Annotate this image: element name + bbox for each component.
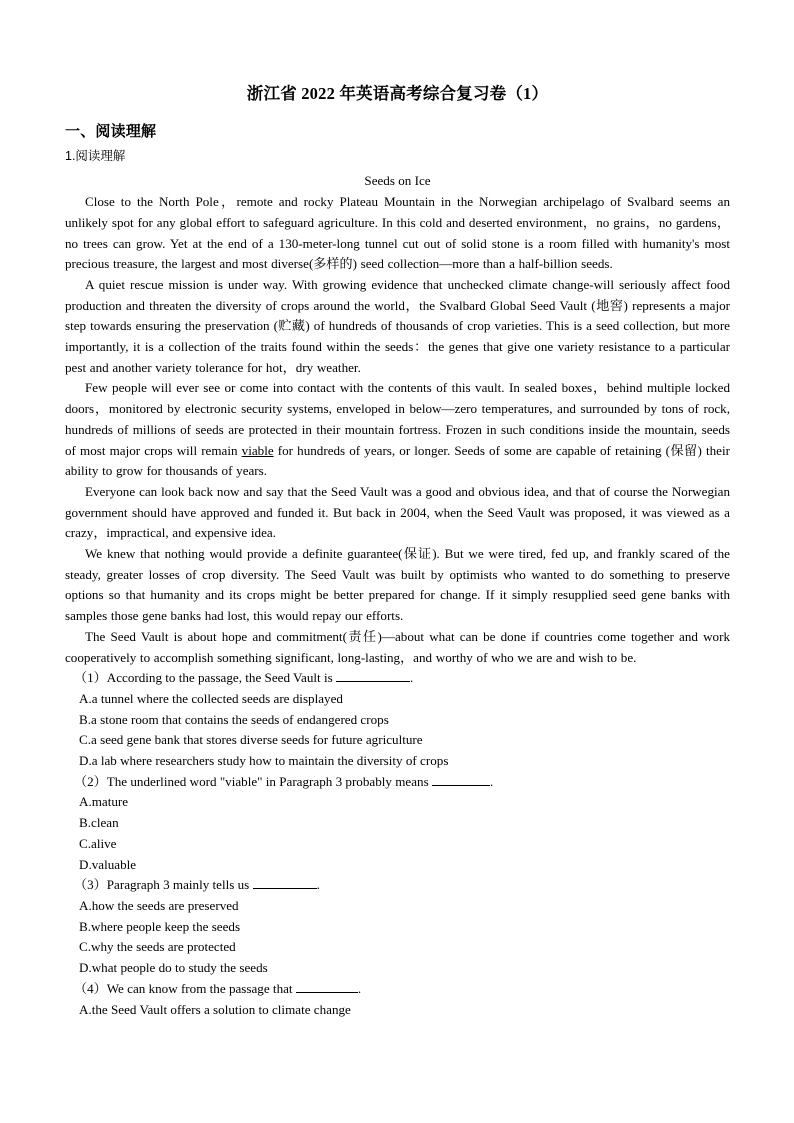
question-1-stem-text: （1）According to the passage, the Seed Vault is <box>74 670 336 686</box>
questions-list <box>65 668 730 1020</box>
question-4-stem <box>65 979 730 1000</box>
question-3-stem-text: （3）Paragraph 3 mainly tells us <box>74 877 253 893</box>
question-1-stem-period: . <box>409 670 414 686</box>
passage-paragraph-1: Close to the North Pole，remote and rocky Plateau Mountain in the Norwegian archipelago of Svalbard seems an unlikely spot for any global effort to safeguard agriculture. In this cold and deserted environment，no grains，no gardens，no trees can grow. Yet at the end of a 130-meter-long tunnel cut out of solid stone is a room filled with humanity's most precious treasure, the largest and most diverse(多样的) seed collection—more than a half-billion seeds. <box>65 194 730 272</box>
question-1-option-d[interactable]: D.a lab where researchers study how to maintain the diversity of crops <box>79 753 449 769</box>
question-3-option-a[interactable]: A.how the seeds are preserved <box>79 898 239 913</box>
question-2-answer-blank[interactable] <box>432 785 490 786</box>
page-title: 浙江省 2022 年英语高考综合复习卷（1） <box>246 84 549 103</box>
question-3-stem-period: . <box>316 877 320 893</box>
passage-paragraph-3 <box>65 378 730 482</box>
passage-paragraph-3-head: Few people will ever see or come into contact with the contents of this vault. In sealed boxes，behind multiple locked doors，monitored by electronic security systems, enveloped in below—zero temperatures, and surrounded by tons of rock, hundreds of millions of seeds are protected in their mountain fortress. Frozen in such conditions inside the mountain, seeds of most major crops will remain <box>65 380 730 458</box>
question-1-option-c[interactable]: C.a seed gene bank that stores diverse seeds for future agriculture <box>79 732 423 748</box>
question-2-option-d[interactable]: D.valuable <box>79 856 137 872</box>
underlined-word-viable: viable <box>241 442 274 458</box>
question-3-stem <box>65 875 730 896</box>
document-content <box>65 0 730 1020</box>
passage-title: Seeds on Ice <box>364 173 431 189</box>
reading-passage <box>65 171 730 668</box>
question-2-stem-period: . <box>489 773 494 789</box>
question-2-option-c[interactable]: C.alive <box>79 835 117 851</box>
question-2-option-b[interactable]: B.clean <box>79 815 119 831</box>
passage-paragraph-2: A quiet rescue mission is under way. With growing evidence that unchecked climate change-will seriously affect food production and threaten the diversity of crops around the world，the Svalbard Global Seed Vault (地窖) represents a major step towards ensuring the preservation (贮藏) of hundreds of thousands of crop varieties. This is a seed collection, but more importantly, it is a collection of the traits found within the seeds：the genes that give one variety resistance to a particular pest and another variety tolerance for hot，dry weather. <box>65 276 730 375</box>
question-4-option-a[interactable]: A.the Seed Vault offers a solution to climate change <box>79 1001 351 1017</box>
question-1-stem <box>65 668 730 689</box>
passage-paragraph-4: Everyone can look back now and say that the Seed Vault was a good and obvious idea, and that of course the Norwegian government should have approved and funded it. But back in 2004, when the Seed Vault was proposed, it was viewed as a crazy，impractical, and expensive idea. <box>65 483 730 541</box>
question-4-stem-text: （4）We can know from the passage that <box>74 980 296 996</box>
item-label: 1.阅读理解 <box>65 148 126 163</box>
section-heading-reading-comprehension: 一、阅读理解 <box>65 123 157 141</box>
question-3-option-b[interactable]: B.where people keep the seeds <box>79 918 241 934</box>
passage-paragraph-5: We knew that nothing would provide a definite guarantee(保证). But we were tired, fed up, and frankly scared of the steady, greater losses of crop diversity. The Seed Vault was built by optimists who wanted to do something to preserve options so that humanity and its crops might be better prepared for change. If it simply resupplied seed gene banks with samples those gene banks had lost, this would repay our efforts. <box>65 546 730 624</box>
question-2-option-a[interactable]: A.mature <box>79 794 129 810</box>
question-3-option-d[interactable]: D.what people do to study the seeds <box>79 960 268 976</box>
question-4-answer-blank[interactable] <box>296 992 358 993</box>
question-2-stem <box>65 772 730 793</box>
question-1-option-b[interactable]: B.a stone room that contains the seeds of endangered crops <box>79 711 389 727</box>
question-1-answer-blank[interactable] <box>336 681 410 682</box>
question-4-stem-period: . <box>357 980 362 996</box>
passage-paragraph-6: The Seed Vault is about hope and commitment(责任)—about what can be done if countries come together and work cooperatively to accomplish something significant, long-lasting，and worthy of who we are and wish to be. <box>65 628 730 665</box>
passage-paragraph-3-tail: for hundreds of years, or longer. Seeds of some are capable of retaining (保留) their ability to grow for thousands of years. <box>65 442 730 479</box>
question-2-stem-text: （2）The underlined word "viable" in Paragraph 3 probably means <box>74 773 432 789</box>
question-1-option-a[interactable]: A.a tunnel where the collected seeds are displayed <box>79 690 343 706</box>
question-3-option-c[interactable]: C.why the seeds are protected <box>79 939 236 955</box>
question-3-answer-blank[interactable] <box>253 888 317 889</box>
